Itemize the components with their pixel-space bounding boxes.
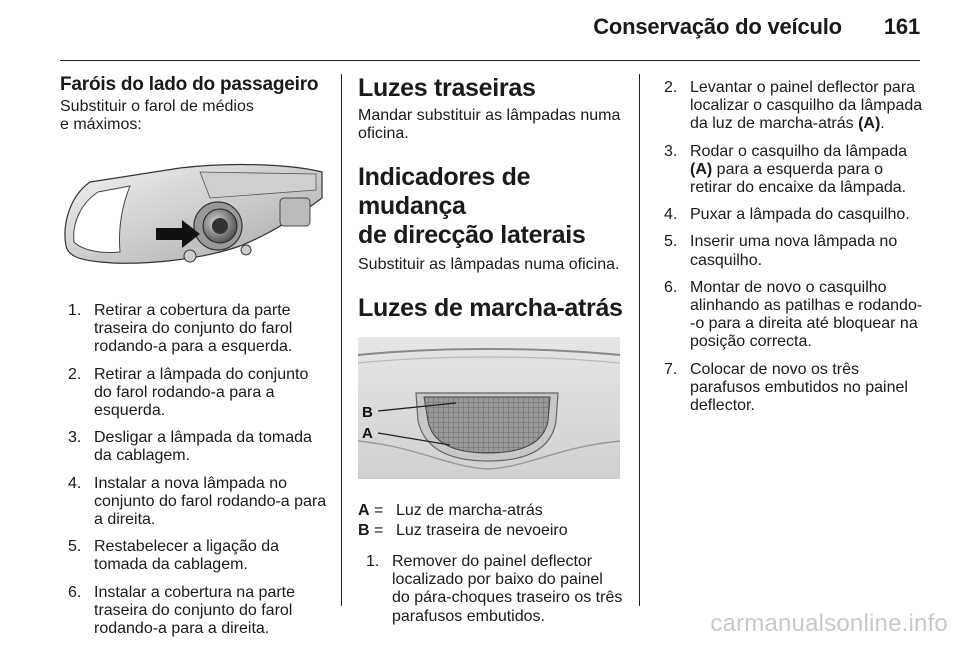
indicators-title-line-1: Indicadores de mudança — [358, 163, 531, 220]
list-item: 5. Restabelecer a ligação da tomada da cablagem. — [68, 538, 280, 574]
headlamp-steps — [68, 302, 328, 638]
legend-row-b: B = Luz traseira de nevoeiro — [358, 522, 568, 539]
list-item: 6. Montar de novo o casquilho alinhando as patilhas e rodando--o para a direita até bloquear na posição correcta. — [664, 278, 923, 351]
list-item: 4. Instalar a nova lâmpada no conjunto do farol rodando-a para a direita. — [68, 474, 327, 529]
column-divider-2 — [639, 74, 640, 606]
list-item: 7. Colocar de novo os três parafusos embutidos no painel deflector. — [664, 360, 908, 415]
list-item: 6. Instalar a cobertura na parte traseira do conjunto do farol rodando-a para a direita. — [68, 583, 296, 638]
reverse-steps-start — [366, 553, 624, 626]
list-item: 1. Remover do painel deflector localizado por baixo do painel do pára-choques traseiro os três parafusos embutidos. — [366, 553, 623, 625]
list-item: 2. Levantar o painel deflector para localizar o casquilho da lâmpada da luz de marcha-atrás (A). — [664, 79, 923, 133]
figure-legend — [358, 501, 624, 541]
reverse-light-illustration — [358, 337, 620, 479]
intro-line-2: e máximos: — [60, 116, 142, 133]
column-divider-1 — [341, 74, 342, 606]
site-watermark: carmanualsonline.info — [710, 610, 948, 637]
list-item: 3. Rodar o casquilho da lâmpada (A) para a esquerda para o retirar do encaixe da lâmpada. — [664, 142, 908, 197]
list-item: 4. Puxar a lâmpada do casquilho. — [664, 206, 910, 224]
legend-row-a: A = Luz de marcha-atrás — [358, 502, 543, 519]
headlamp-illustration — [60, 154, 326, 270]
list-item: 1. Retirar a cobertura da parte traseira do conjunto do farol rodando-a para a esquerda. — [68, 302, 293, 356]
indicators-title-line-2: de direcção laterais — [358, 221, 586, 249]
headlamp-heading: Faróis do lado do passageiro — [60, 74, 319, 95]
rear-lights-text: Mandar substituir as lâmpadas numa oficina. — [358, 107, 621, 142]
section-title: Conservação do veículo — [593, 14, 842, 39]
rear-lights-title: Luzes traseiras — [358, 74, 536, 102]
label-b: B — [362, 404, 373, 421]
column-right — [664, 74, 924, 424]
reverse-lights-title: Luzes de marcha-atrás — [358, 294, 623, 322]
header-divider — [60, 60, 920, 61]
list-item: 3. Desligar a lâmpada da tomada da cablagem. — [68, 429, 312, 465]
page-header — [593, 14, 920, 40]
column-left — [60, 74, 328, 647]
list-item: 5. Inserir uma nova lâmpada no casquilho. — [664, 233, 898, 269]
page-number: 161 — [883, 14, 920, 39]
reverse-steps-continued — [664, 79, 924, 415]
intro-line-1: Substituir o farol de médios — [60, 98, 254, 115]
column-middle — [358, 74, 624, 635]
list-item: 2. Retirar a lâmpada do conjunto do farol rodando-a para a esquerda. — [68, 365, 309, 420]
label-a: A — [362, 425, 373, 442]
indicators-text: Substituir as lâmpadas numa oficina. — [358, 256, 620, 273]
